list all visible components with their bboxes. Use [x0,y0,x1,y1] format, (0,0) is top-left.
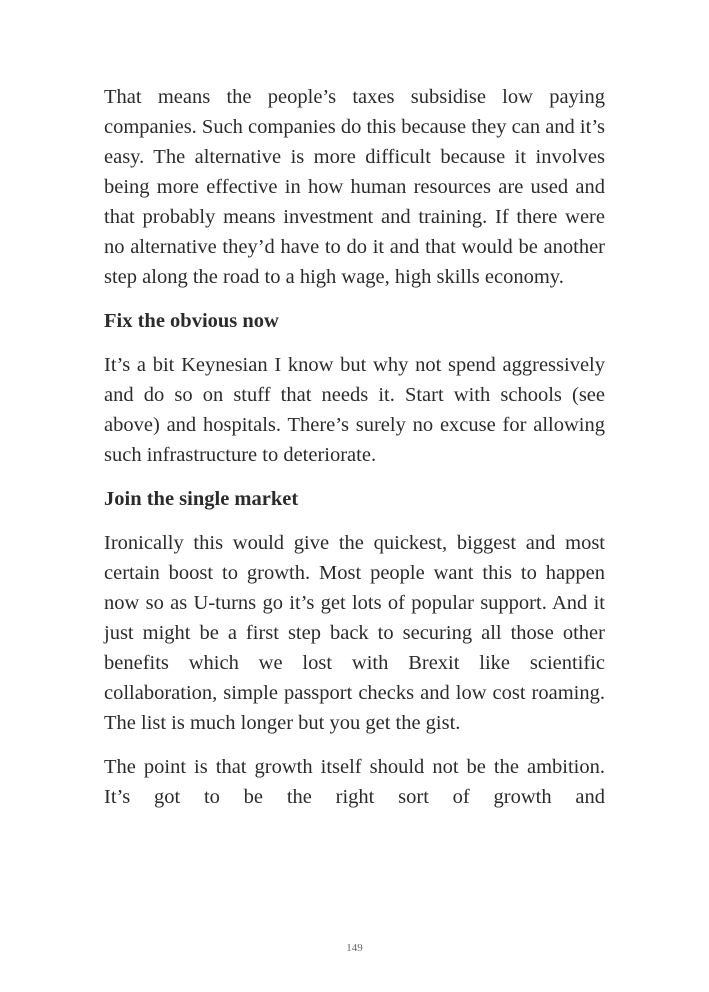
section-heading-single-market: Join the single market [104,488,299,510]
paragraph-keynesian: It’s a bit Keynesian I know but why not spend aggressively and do so on stuff that needs it. Start with schools (see above) and hospitals. There’s surely no excuse for allowing such infrastructure to deteriorate. [104,354,605,466]
paragraph-growth-ambition: The point is that growth itself should not be the ambition. It’s got to be the right sort of growth and [104,756,605,808]
section-heading-fix-obvious: Fix the obvious now [104,310,279,332]
paragraph-growth-boost: Ironically this would give the quickest, biggest and most certain boost to growth. Most people want this to happen now so as U-turns go it’s get lots of popular support. And it just might be a first step back to securing all those other benefits which we lost with Brexit like scientific collaboration, simple passport checks and low cost roaming. The list is much longer but you get the gist. [104,532,605,734]
paragraph-taxes-subsidise: That means the people’s taxes subsidise low paying companies. Such companies do this because they can and it’s easy. The alternative is more difficult because it involves being more effective in how human resources are used and that probably means investment and training. If there were no alternative they’d have to do it and that would be another step along the road to a high wage, high skills economy. [104,86,605,288]
page-content [104,82,605,826]
page-number: 149 [346,942,363,954]
